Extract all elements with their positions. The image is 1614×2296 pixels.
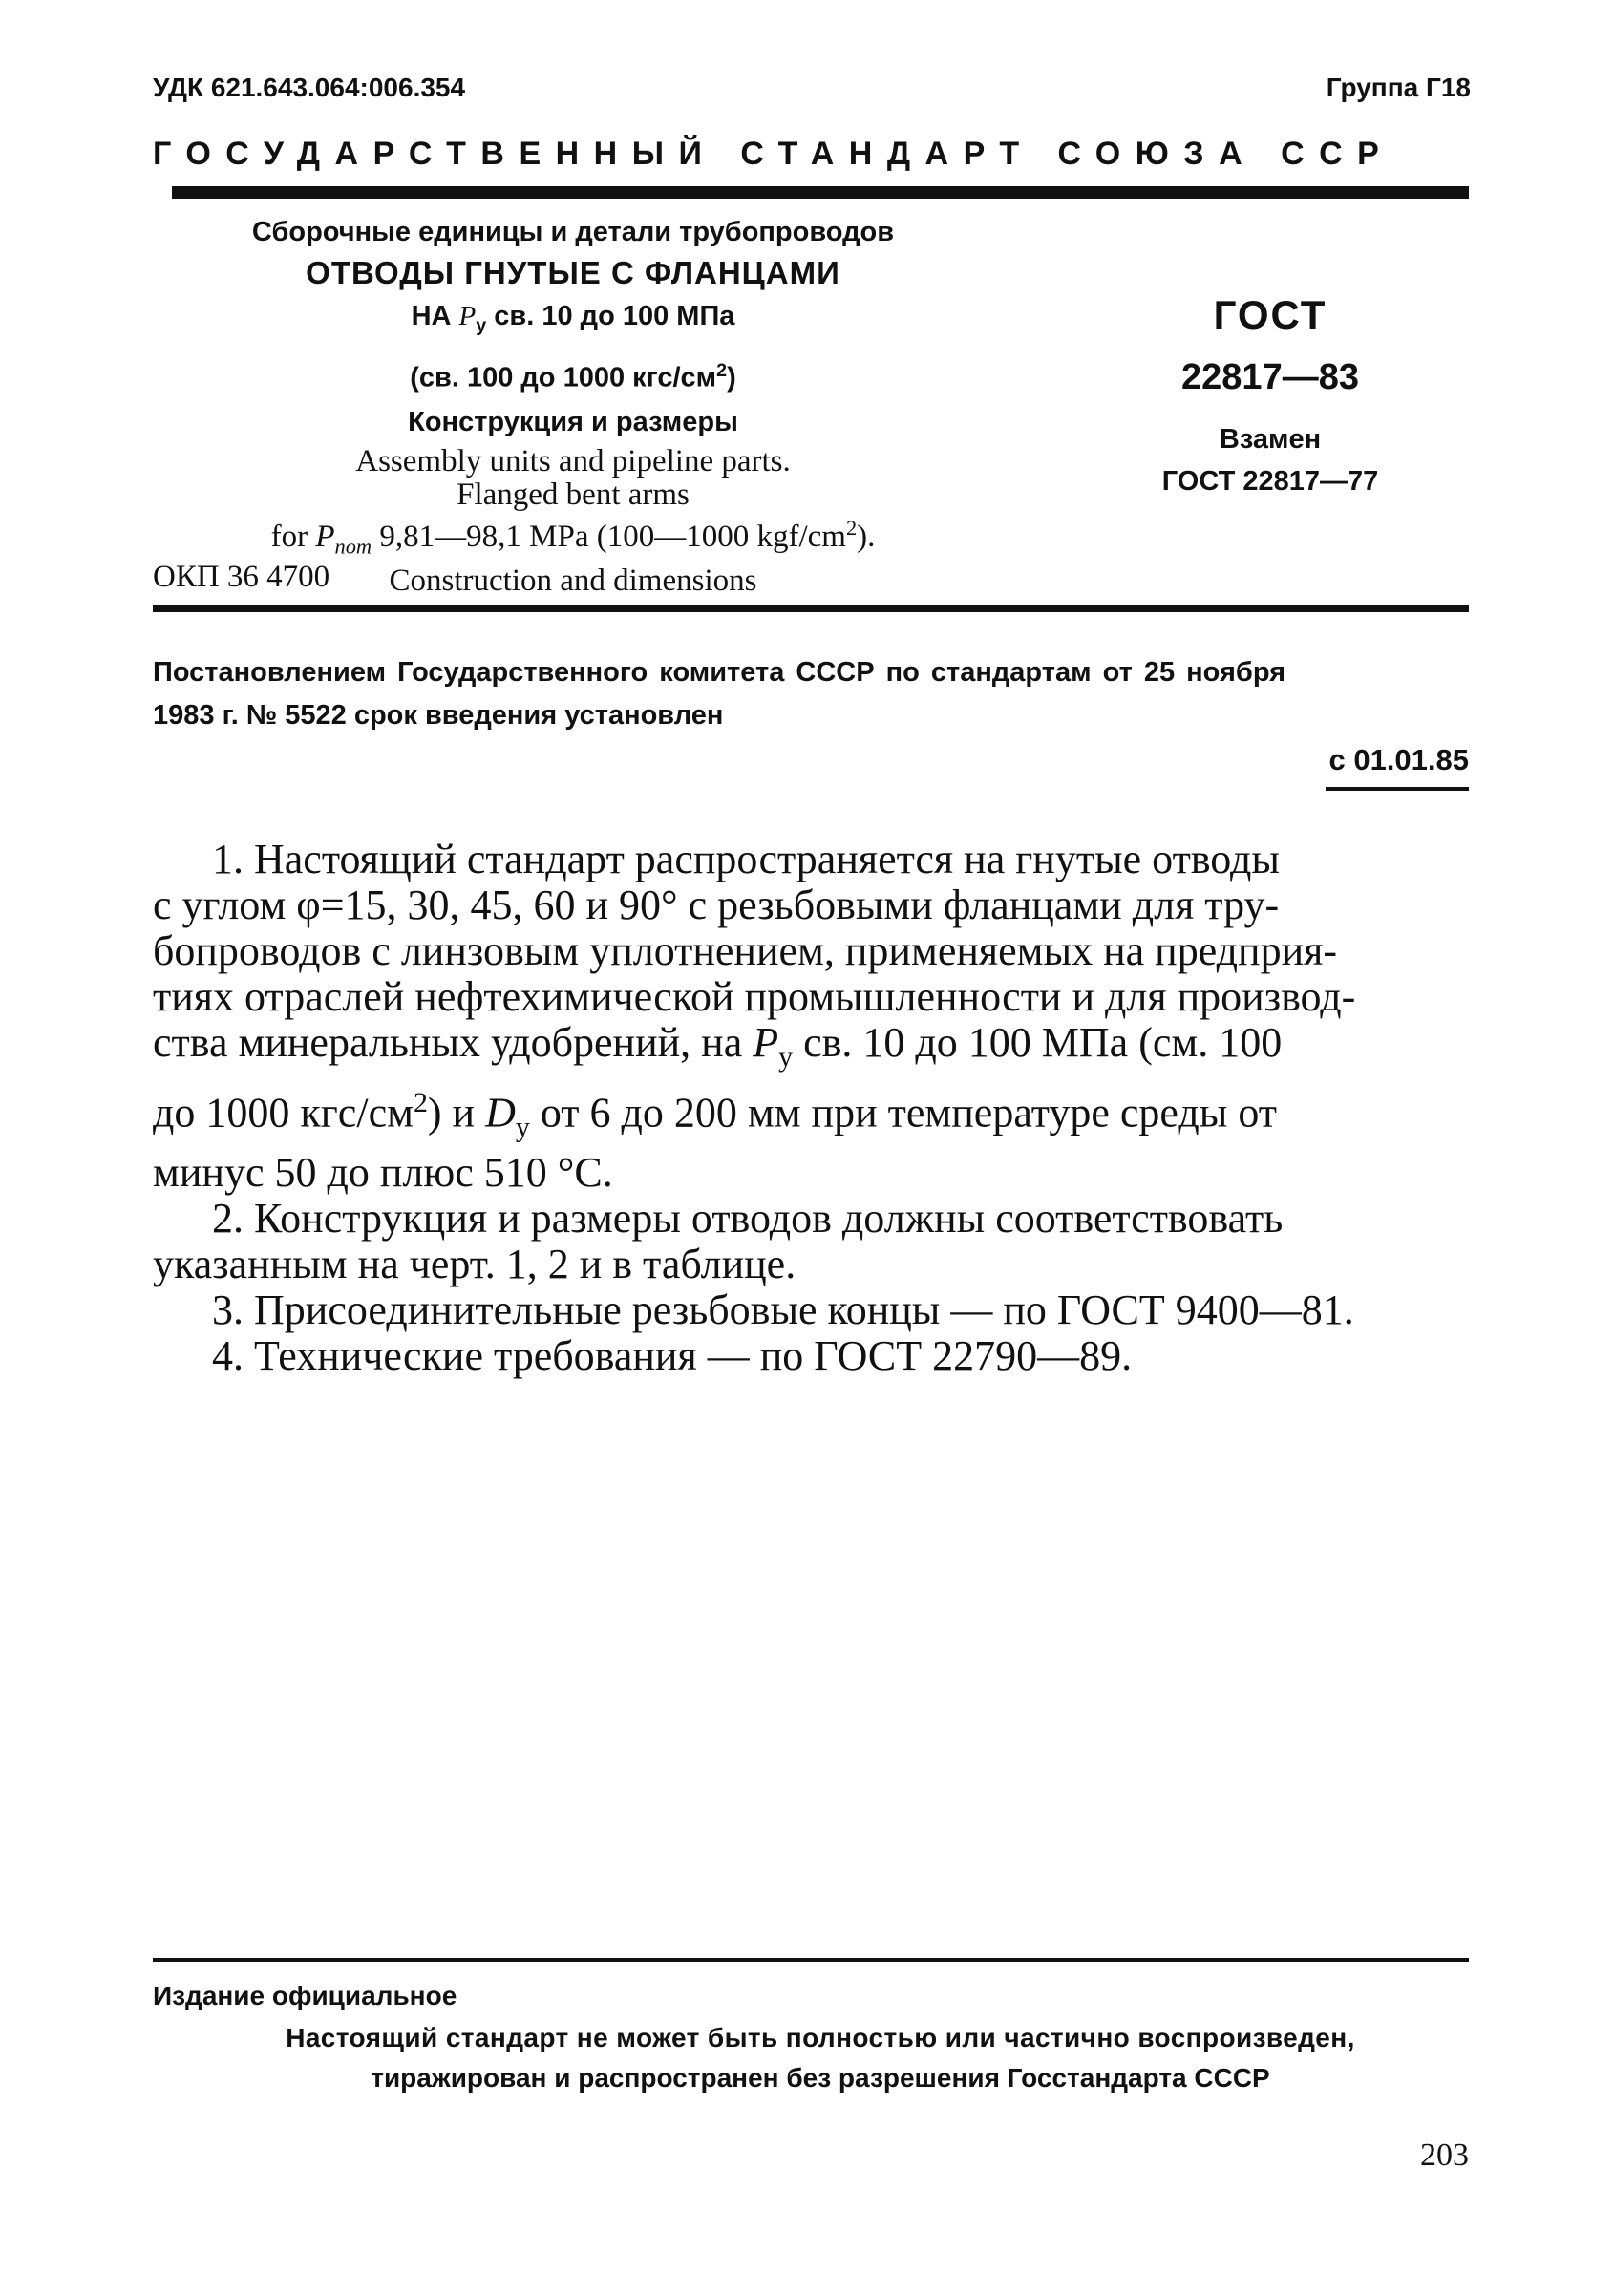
- title-block: [153, 212, 993, 597]
- paragraph-1-line-5: ства минеральных удобрений, на $P_у$ св. 10 до 100 МПа (см. 100: [153, 1019, 1283, 1073]
- title-en-line1: Assembly units and pipeline parts.: [355, 444, 791, 479]
- page-number: 203: [1420, 2137, 1469, 2173]
- title-en-line2: Flanged bent arms: [457, 478, 690, 513]
- paragraph-1-line-3: бопроводов с линзовым уплотнением, применяемых на предприя-: [153, 927, 1338, 974]
- footer-rule: [153, 1958, 1469, 1962]
- paragraph-1-line-7: минус 50 до плюс 510 °С.: [153, 1149, 613, 1197]
- body-text: [153, 837, 1466, 1379]
- gost-block: [1127, 287, 1413, 500]
- paragraph-1-line-1: 1. Настоящий стандарт распространяется на гнутые отводы: [212, 836, 1280, 882]
- copyright-notice-line1: Настоящий стандарт не может быть полностью или частично воспроизведен,: [286, 2023, 1355, 2052]
- okp-code: ОКП 36 4700: [153, 560, 330, 594]
- title-ru-line1: Сборочные единицы и детали трубопроводов: [251, 217, 895, 247]
- title-bottom-rule: [153, 605, 1469, 612]
- gost-label: ГОСТ: [1213, 292, 1327, 337]
- replaces-standard: ГОСТ 22817—77: [1161, 466, 1379, 497]
- effective-date-underline: [1326, 787, 1469, 791]
- effective-date: с 01.01.85: [1328, 743, 1469, 776]
- gost-number: 22817—83: [1181, 357, 1359, 397]
- title-en-line4: Construction and dimensions: [389, 563, 757, 599]
- udc-code: УДК 621.643.064:006.354: [153, 73, 466, 102]
- paragraph-2-line-1: 2. Конструкция и размеры отводов должны соответствовать: [212, 1195, 1284, 1243]
- paragraph-1-line-2: с углом φ=15, 30, 45, 60 и 90° с резьбовыми фланцами для тру-: [153, 882, 1280, 928]
- decree-line1: Постановлением Государственного комитета СССР по стандартам от 25 ноября: [153, 657, 1286, 688]
- title-ru-line5: Конструкция и размеры: [408, 407, 738, 438]
- paragraph-1-line-6: до 1000 кгс/$см^2$) и $D_у$ от 6 до 200 мм при температуре среды от: [153, 1086, 1277, 1143]
- title-ru-line4: (св. 100 до 1000 кгс/$см^2$): [410, 359, 736, 393]
- official-edition: Издание официальное: [153, 1981, 457, 2010]
- replaces-label: Взамен: [1219, 424, 1322, 455]
- copyright-notice-line2: тиражирован и распространен без разрешения Госстандарта СССР: [371, 2063, 1270, 2093]
- banner-thick-rule: [172, 186, 1469, 199]
- title-ru-line2: ОТВОДЫ ГНУТЫЕ С ФЛАНЦАМИ: [306, 255, 840, 290]
- standard-banner: ГОСУДАРСТВЕННЫЙ СТАНДАРТ СОЮЗА ССР: [153, 136, 1394, 172]
- paragraph-2-line-2: указанным на черт. 1, 2 и в таблице.: [153, 1241, 796, 1288]
- decree-line2: 1983 г. № 5522 срок введения установлен: [153, 700, 724, 731]
- group-code: Группа Г18: [1326, 73, 1471, 102]
- paragraph-4: 4. Технические требования — по ГОСТ 22790—89.: [212, 1332, 1133, 1380]
- title-ru-line3: НА $P_у$ св. 10 до 100 МПа: [411, 301, 735, 336]
- title-en-line3: for $P_{nom}$ 9,81—98,1 MPa (100—1000 kgf/$cm^2$).: [270, 516, 876, 560]
- paragraph-3: 3. Присоединительные резьбовые концы — по ГОСТ 9400—81.: [212, 1286, 1354, 1334]
- paragraph-1-line-4: тиях отраслей нефтехимической промышленности и для производ-: [153, 973, 1356, 1020]
